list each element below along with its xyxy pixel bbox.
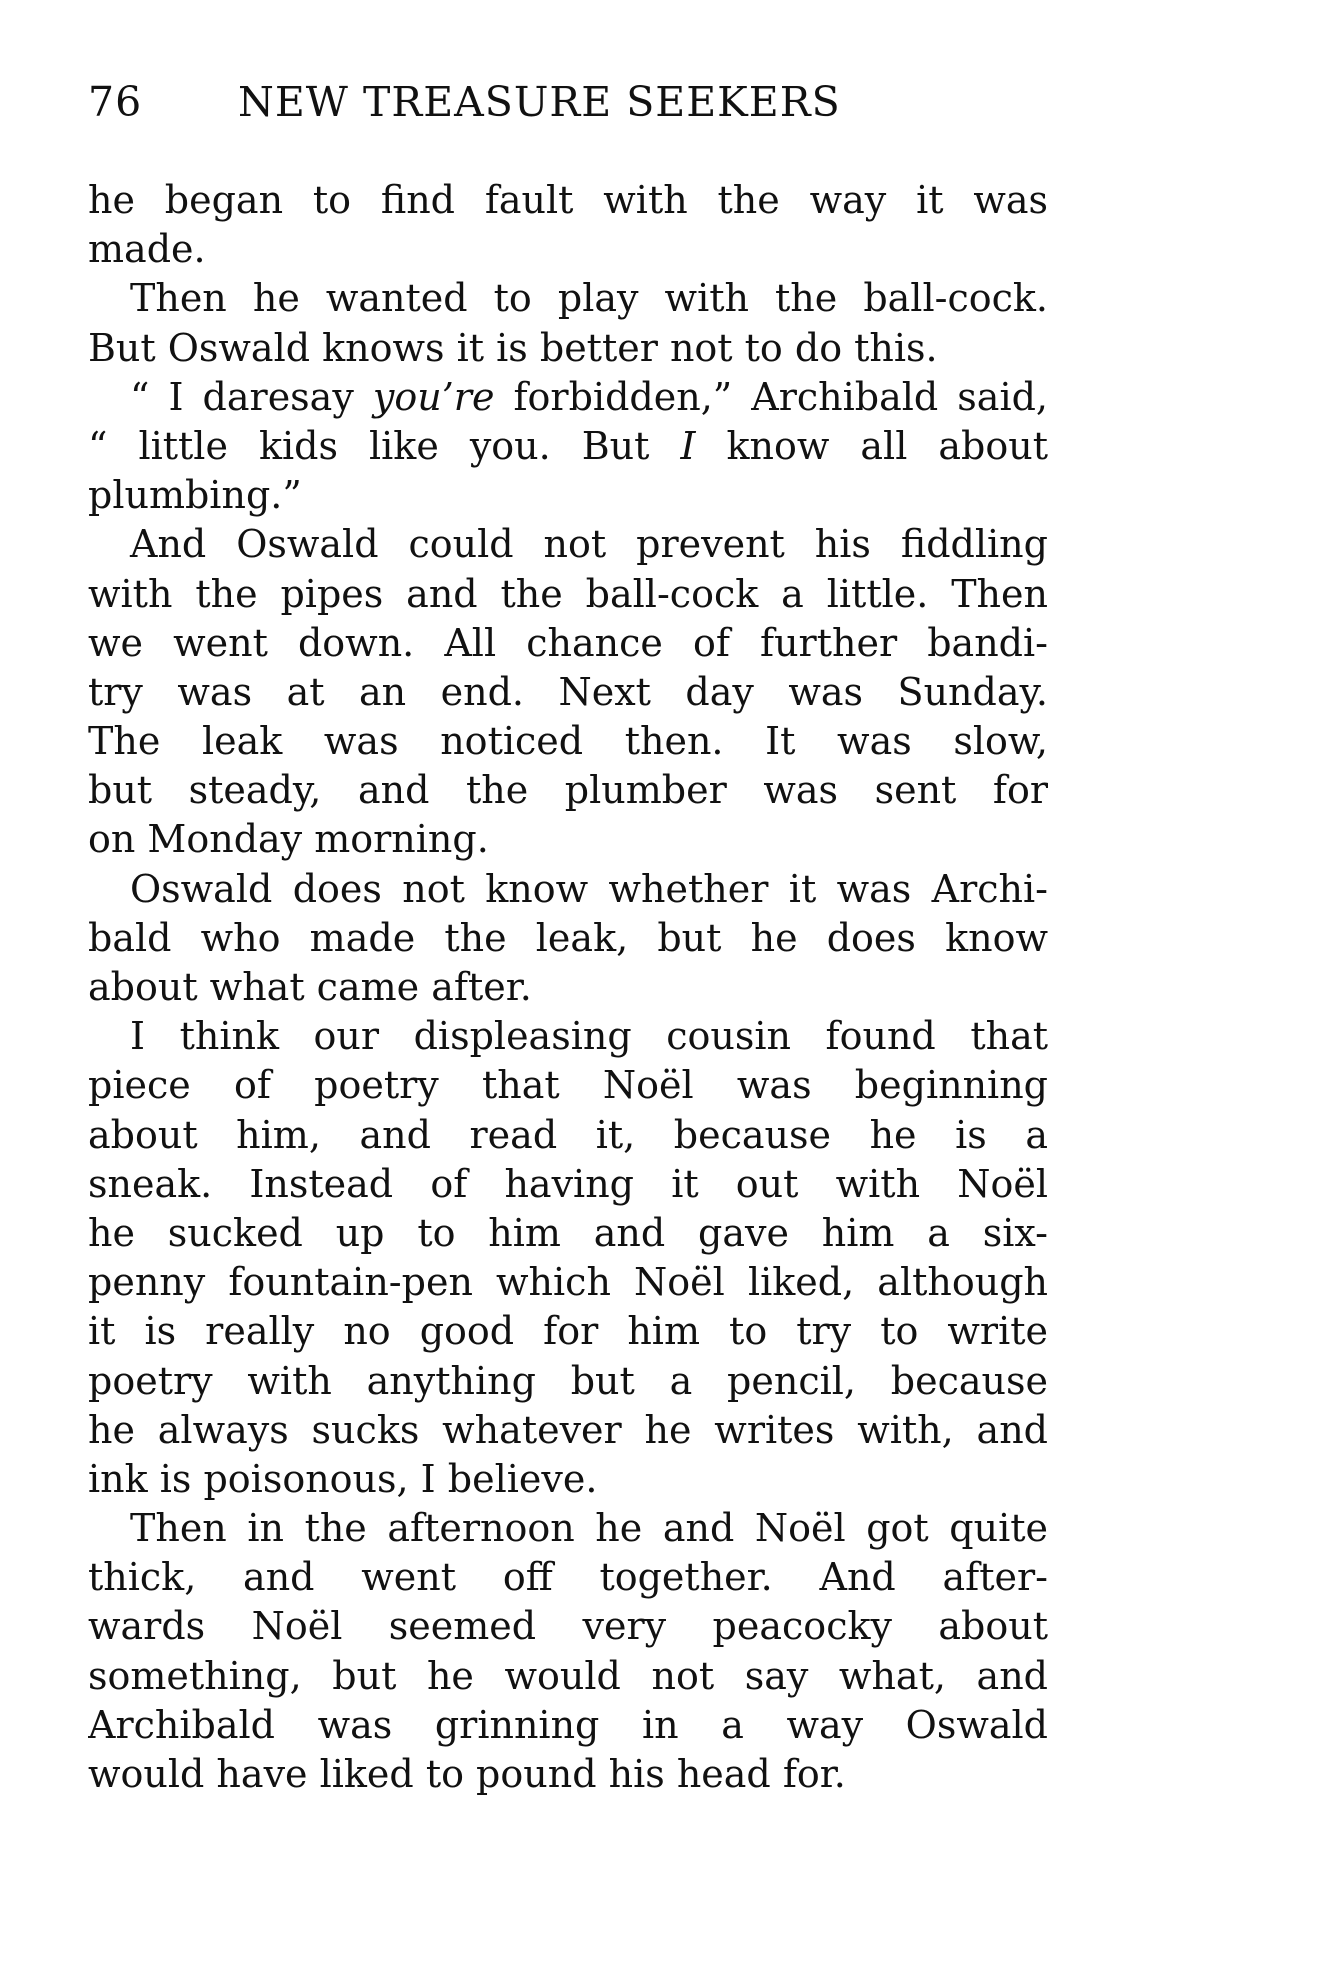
- text-line: sneak. Instead of having it out with Noël: [88, 1161, 1048, 1206]
- text-line: he always sucks whatever he writes with, and: [88, 1407, 1048, 1452]
- text-line: we went down. All chance of further bandi-: [88, 620, 1048, 665]
- text-line: But Oswald knows it is better not to do this.: [88, 325, 938, 370]
- page-number: 76: [88, 78, 143, 126]
- text-line: on Monday morning.: [88, 817, 489, 862]
- text-line: And Oswald could not prevent his fiddling: [130, 522, 1048, 567]
- text-line-emphasis: “ I daresay you’re forbidden,” Archibald said,: [130, 374, 1048, 419]
- text-line: Then in the afternoon he and Noël got quite: [130, 1506, 1048, 1551]
- text-line: he began to find fault with the way it was: [88, 178, 1048, 222]
- text-line-with-emphasis: [88, 373, 1048, 422]
- text-line: bald who made the leak, but he does know: [88, 915, 1048, 960]
- text-line: Archibald was grinning in a way Oswald: [88, 1702, 1048, 1747]
- emphasized-word: I: [680, 423, 696, 468]
- emphasized-word: you’re: [372, 374, 495, 419]
- text-line: penny fountain-pen which Noël liked, although: [88, 1260, 1048, 1305]
- text-line: thick, and went off together. And after-: [88, 1555, 1048, 1600]
- text-line: piece of poetry that Noël was beginning: [88, 1063, 1048, 1108]
- text-line: something, but he would not say what, and: [88, 1653, 1048, 1698]
- text-line: plumbing.”: [88, 473, 302, 518]
- text-line: he sucked up to him and gave him a six-: [88, 1210, 1048, 1255]
- text-line: Oswald does not know whether it was Archi-: [130, 866, 1048, 911]
- text-line: Then he wanted to play with the ball-cock.: [130, 276, 1048, 321]
- text-line: I think our displeasing cousin found that: [130, 1014, 1048, 1059]
- text-line-with-emphasis: [88, 422, 1048, 471]
- text-line: try was at an end. Next day was Sunday.: [88, 669, 1048, 714]
- text-line: but steady, and the plumber was sent for: [88, 768, 1048, 813]
- text-line: The leak was noticed then. It was slow,: [88, 719, 1048, 764]
- text-line: ink is poisonous, I believe.: [88, 1456, 598, 1501]
- text-line: wards Noël seemed very peacocky about: [88, 1604, 1048, 1649]
- text-line: about what came after.: [88, 965, 532, 1009]
- text-line: made.: [88, 227, 206, 272]
- text-line: about him, and read it, because he is a: [88, 1112, 1048, 1157]
- text-line: with the pipes and the ball-cock a little. Then: [88, 571, 1048, 616]
- text-line: it is really no good for him to try to write: [88, 1309, 1048, 1354]
- body-text: [88, 176, 1048, 1799]
- text-line-emphasis: “ little kids like you. But I know all about: [88, 423, 1048, 468]
- running-title: NEW TREASURE SEEKERS: [238, 78, 841, 126]
- text-line: poetry with anything but a pencil, because: [88, 1358, 1048, 1403]
- page-header: [88, 78, 1048, 128]
- text-line: would have liked to pound his head for.: [88, 1752, 846, 1796]
